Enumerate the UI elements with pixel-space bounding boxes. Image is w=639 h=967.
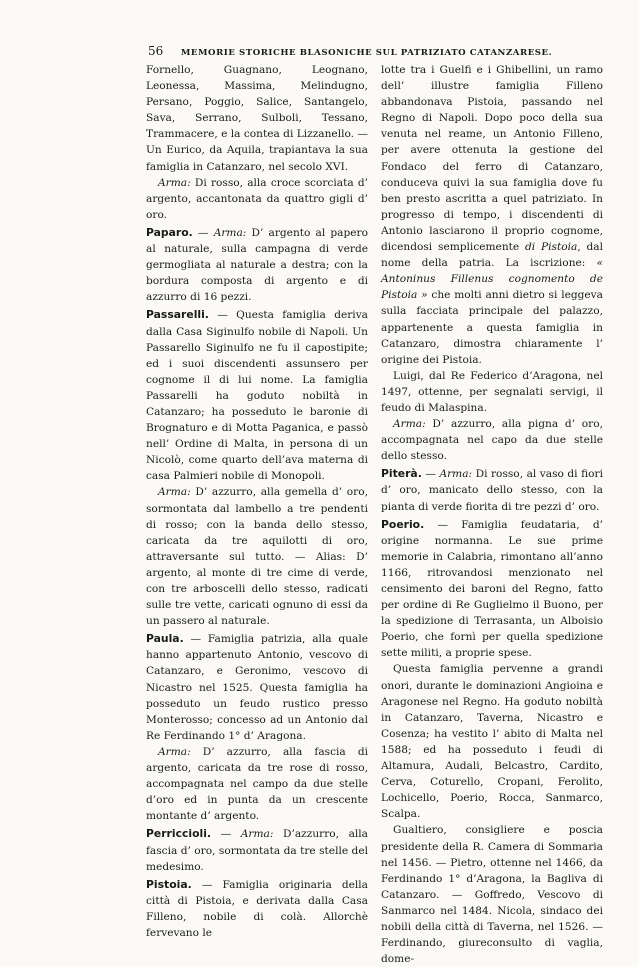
arma-label: Arma: (158, 486, 191, 499)
dash: — (421, 468, 440, 481)
paragraph (381, 62, 603, 368)
dash: — (192, 226, 214, 239)
paragraph: Fornello, Guagnano, Leognano, Leonessa, Massima, Melindugno, Persano, Poggio, Salice, Santangelo, Sava, Serrano, Sulboli, Tessano, Trammacere, e la contea di Lizzanello. — Un Eurico, da Aquila, trapiantava la sua famiglia in Catanzaro, nel secolo XVI. (146, 64, 369, 173)
arma-label: Arma: (439, 468, 473, 481)
entry-pitera (381, 466, 603, 514)
entry-text: — Questa famiglia deriva dalla Casa Siginulfo nobile di Napoli. Un Passarello Siginulfo ne fu il capostipite; ed i suoi discendenti assunsero per cognome il di lui nome. La famiglia Passarelli ha goduto nobiltà in Catanzaro; ha posseduto le baronie di Brognaturo e di Motta Paganica, e passò nell’ Ordine di Malta, in persona di un Nicolò, come quarto dell’ava materna di casa Palmieri nobile di Monopoli. (146, 309, 368, 483)
family-name: Piterà. (381, 467, 422, 481)
entry-text: — Famiglia originaria della città di Pistoia, e derivata dalla Casa Filleno, nobile di colà. Allorchè fervevano le (146, 878, 368, 939)
arma-label: Arma: (393, 418, 426, 431)
dash: — (211, 828, 241, 841)
entry-perriccioli (146, 826, 368, 874)
arma-paragraph (146, 484, 368, 629)
arma-text: D’ azzurro, alla gemella d’ oro, sormontata dal lambello a tre pendenti di rosso; con la banda dello stesso, caricata da tre aquilotti di oro, attraversante sul tutto. — Alias: D’ argento, al monte di tre cime di verde, con tre arboscelli dello stesso, radicati sulle tre vette, caricati ognuno di essi da un passero al naturale. (146, 486, 368, 628)
page-header (148, 44, 553, 58)
left-column (146, 62, 368, 941)
arma-label: Arma: (158, 745, 191, 758)
entry-passarelli (146, 307, 368, 484)
text: , dal nome della patria. La iscrizione: (381, 241, 603, 270)
entry-poerio (381, 517, 603, 662)
page-number: 56 (148, 44, 164, 58)
arma-text: Di rosso, alla croce scorciata d’ argento, accantonata da quattro gigli d’ oro. (146, 176, 368, 221)
family-name: Passarelli. (146, 308, 209, 322)
arma-text: D’ azzurro, alla fascia di argento, caricata da tre rose di rosso, accompagnata nel campo da due stelle d’oro ed in punta da un crescente montante d’ argento. (146, 745, 368, 823)
paragraph: Questa famiglia pervenne a grandi onori, durante le dominazioni Angioina e Aragonese nel Regno. Ha goduto nobiltà in Catanzaro, Taverna, Nicastro e Cosenza; ha vestito l’ abito di Malta nel 1588; ed ha posseduto i feudi di Altamura, Audali, Belcastro, Cardito, Cerva, Coturello, Cropani, Ferolito, Lochicello, Poerio, Rocca, Sanmarco, Scalpa. (381, 663, 603, 821)
paragraph: Luigi, dal Re Federico d’Aragona, nel 1497, ottenne, per segnalati servigi, il feudo di Malaspina. (381, 369, 603, 414)
family-name: Pistoia. (146, 877, 192, 891)
arma-paragraph (381, 416, 603, 464)
entry-paula (146, 631, 368, 744)
family-name: Perriccioli. (146, 827, 212, 841)
family-name: Poerio. (381, 517, 425, 531)
entry-paparo (146, 225, 368, 305)
right-column (381, 62, 603, 967)
italic-text: di Pistoia (525, 241, 578, 254)
entry-pistoia (146, 877, 368, 941)
entry-text: — Famiglia feudataria, d’ origine normanna. Le sue prime memorie in Calabria, rimontano all’anno 1166, ritrovandosi menzionato nel censimento dei baroni del Regno, fatto per ordine di Re Guglielmo il Buono, per la spedizione di Terrasanta, un Alboisio Poerio, che fornì per quella spedizione sette militi, a proprie spese. (381, 518, 603, 660)
arma-label: Arma: (240, 828, 274, 841)
text: lotte tra i Guelfi e i Ghibellini, un ramo dell’ illustre famiglia Filleno abbandonava Pistoia, passando nel Regno di Napoli. Dopo poco della sua venuta nel reame, un Antonio Filleno, per avere ottenuta la gestione del Fondaco del ferro di Catanzaro, conduceva quivi la sua famiglia dove fu ben presto ascritta a quel patriziato. In progresso di tempo, i discendenti di Antonio lasciarono il proprio cognome, dicendosi semplicemente (381, 64, 603, 254)
family-name: Paula. (146, 632, 184, 646)
arma-label: Arma: (158, 176, 191, 189)
paragraph: Gualtiero, consigliere e poscia presidente della R. Camera di Sommaria nel 1456. — Pietro, ottenne nel 1466, da Ferdinando 1° d’Aragona, la Bagliva di Catanzaro. — Goffredo, Vescovo di Sanmarco nel 1484. Nicola, sindaco dei nobili della città di Taverna, nel 1526. — Ferdinando, giureconsulto di vaglia, dome- (381, 824, 603, 966)
entry-text: D’ argento al papero al naturale, sulla campagna di verde germogliata al naturale a destra; con la bordura composta di argento e di azzurro di 16 pezzi. (146, 226, 368, 304)
entry-text: — Famiglia patrizia, alla quale hanno appartenuto Antonio, vescovo di Catanzaro, e Geronimo, vescovo di Nicastro nel 1525. Questa famiglia ha posseduto un feudo rustico presso Monterosso; concesso ad un Antonio dal Re Ferdinando 1° d’ Aragona. (146, 633, 368, 742)
entry-text: D’azzurro, alla fascia d’ oro, sormontata da tre stelle del medesimo. (146, 828, 368, 873)
arma-text: D’ azzurro, alla pigna d’ oro, accompagnata nel capo da due stelle dello stesso. (381, 418, 603, 463)
arma-label: Arma: (213, 226, 247, 239)
arma-paragraph (146, 175, 368, 223)
arma-paragraph (146, 744, 368, 824)
text: che molti anni dietro si leggeva sulla facciata principale del palazzo, appartenente a questa famiglia in Catanzaro, dimostra chiaramente l’ origine dei Pistoia. (381, 289, 603, 366)
family-name: Paparo. (146, 225, 193, 239)
inscription: « Antoninus Fillenus cognomento de Pistoia » (381, 257, 603, 302)
running-title: MEMORIE STORICHE BLASONICHE SUL PATRIZIATO CATANZARESE. (180, 48, 553, 58)
entry-text: Di rosso, al vaso di fiori d’ oro, manicato dello stesso, con la pianta di verde fiorita di tre pezzi d’ oro. (381, 468, 603, 513)
